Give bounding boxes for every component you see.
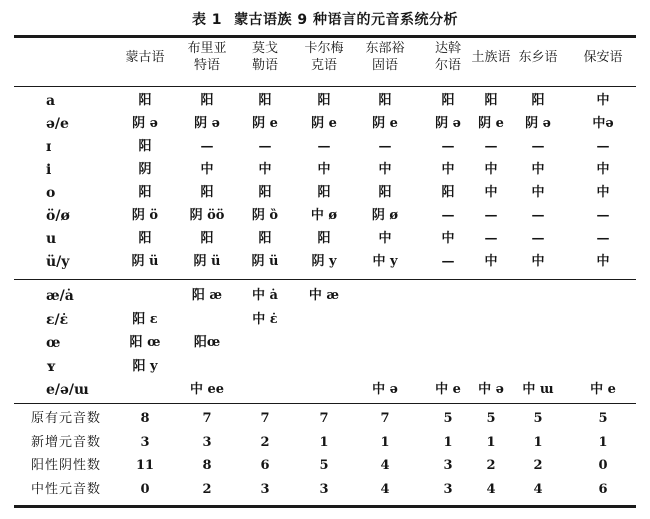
- column-header-line: 莫戈: [251, 41, 279, 56]
- column-header-line: 保安语: [583, 50, 623, 65]
- row-label: 原有元音数: [31, 411, 102, 426]
- table-cell: 中: [596, 162, 610, 177]
- table-cell: 阳: [138, 231, 152, 246]
- table-row: [0, 205, 650, 227]
- table-cell: 阳: [258, 185, 272, 200]
- table-cell: 5: [443, 411, 453, 426]
- column-header-line: 蒙古语: [125, 50, 165, 65]
- table-cell: 阴 ȍ: [251, 208, 279, 223]
- table-cell: 5: [598, 411, 608, 426]
- table-cell: —: [531, 139, 545, 154]
- table-cell: 阳: [378, 93, 392, 108]
- table-cell: 阳 y: [132, 358, 158, 374]
- table-cell: 阴: [138, 162, 152, 177]
- table-cell: 7: [380, 411, 390, 426]
- table-cell: 7: [260, 411, 270, 426]
- table-cell: 阳: [317, 185, 331, 200]
- header-rule: [14, 86, 636, 87]
- column-header-line: 固语: [371, 58, 399, 73]
- table-cell: 阳: [200, 185, 214, 200]
- table-cell: 中 æ: [308, 288, 340, 303]
- table-cell: —: [596, 231, 610, 246]
- row-label: ü/y: [46, 254, 70, 270]
- table-cell: 6: [598, 481, 608, 497]
- table-caption: 蒙古语族 9 种语言的元音系统分析: [234, 12, 459, 28]
- table-row: [0, 159, 650, 181]
- column-header-line: 卡尔梅: [304, 41, 344, 56]
- table-cell: —: [200, 139, 214, 154]
- table-cell: 3: [202, 434, 212, 450]
- table-cell: 中 ø: [310, 208, 338, 223]
- table-cell: —: [317, 139, 331, 154]
- table-cell: 5: [486, 411, 496, 426]
- table-cell: 中: [484, 185, 498, 200]
- table-cell: 阴 ø: [371, 208, 399, 223]
- table-cell: 8: [140, 411, 150, 426]
- row-label: u: [46, 231, 57, 247]
- table-cell: 3: [319, 481, 329, 497]
- table-cell: 1: [533, 434, 543, 450]
- table-cell: 1: [486, 434, 496, 450]
- table-cell: 0: [598, 458, 608, 473]
- table-cell: 1: [598, 434, 608, 450]
- column-header: [518, 49, 557, 66]
- row-label: ʏ: [46, 358, 57, 375]
- table-cell: 阳 æ: [191, 288, 223, 303]
- table-cell: 阳œ: [193, 335, 221, 350]
- table-cell: 中: [317, 162, 331, 177]
- table-cell: —: [378, 139, 392, 154]
- table-cell: 阳 ɛ: [132, 311, 158, 327]
- column-header: [187, 40, 226, 74]
- table-cell: 阳: [378, 185, 392, 200]
- row-label: 中性元音数: [31, 481, 102, 497]
- table-row: [0, 479, 650, 501]
- row-label: 阳性阴性数: [31, 458, 102, 473]
- table-row: [0, 136, 650, 158]
- table-cell: 8: [202, 458, 212, 473]
- table-cell: 7: [319, 411, 329, 426]
- table-cell: 2: [202, 481, 212, 497]
- table-cell: 2: [260, 434, 270, 450]
- table-cell: 2: [486, 458, 496, 473]
- table-cell: 中: [200, 162, 214, 177]
- table-cell: 阴 ü: [131, 254, 159, 269]
- table-cell: 中ə: [592, 116, 614, 131]
- table-cell: 中: [484, 162, 498, 177]
- table-cell: 4: [486, 481, 496, 497]
- table-cell: 阳: [258, 93, 272, 108]
- row-label: i: [46, 162, 52, 178]
- row-label: æ/ȧ: [46, 288, 74, 304]
- table-cell: 阴 ə: [435, 116, 461, 131]
- table-row: [0, 356, 650, 378]
- table-cell: 3: [140, 434, 150, 450]
- column-header-line: 布里亚: [187, 41, 227, 56]
- table-row: [0, 432, 650, 454]
- table-cell: 阴 ü: [193, 254, 221, 269]
- table-cell: 3: [443, 481, 453, 497]
- table-number: 表 1: [191, 12, 223, 28]
- column-header: [435, 40, 461, 74]
- table-cell: —: [441, 254, 455, 269]
- column-header: [252, 40, 278, 74]
- column-header: [471, 49, 510, 66]
- table-cell: 阴 ə: [525, 116, 551, 131]
- table-cell: 阳: [484, 93, 498, 108]
- table-cell: 中 y: [372, 254, 398, 269]
- table-cell: 中: [378, 231, 392, 246]
- table-cell: 中: [441, 162, 455, 177]
- table-cell: 5: [319, 458, 329, 473]
- table-cell: 0: [140, 481, 150, 497]
- table-row: [0, 251, 650, 273]
- table-row: [0, 332, 650, 354]
- table-cell: 阳: [441, 185, 455, 200]
- table-cell: 11: [135, 458, 155, 473]
- table-cell: 阳: [317, 231, 331, 246]
- column-header-line: 达斡: [434, 41, 462, 56]
- table-cell: 阳: [441, 93, 455, 108]
- table-row: [0, 408, 650, 430]
- table-cell: —: [531, 208, 545, 223]
- column-header-line: 克语: [310, 58, 338, 73]
- table-cell: —: [531, 231, 545, 246]
- section-rule-1: [14, 279, 636, 280]
- table-cell: 3: [443, 458, 453, 473]
- table-cell: 阴 y: [311, 254, 337, 269]
- table-cell: 中 ə: [372, 382, 398, 397]
- table-cell: 阳: [138, 185, 152, 200]
- table-cell: 中 e: [590, 382, 616, 397]
- table-cell: 阴 e: [478, 116, 504, 131]
- table-cell: 中: [596, 254, 610, 269]
- column-header-line: 东部裕: [365, 41, 405, 56]
- table-row: [0, 455, 650, 477]
- table-cell: 中: [531, 162, 545, 177]
- row-label: 新增元音数: [31, 434, 102, 450]
- row-label: œ: [46, 335, 61, 351]
- table-cell: 中 e: [435, 382, 461, 397]
- section-rule-2: [14, 403, 636, 404]
- table-cell: 2: [533, 458, 543, 473]
- table-cell: 阴 e: [372, 116, 398, 131]
- table-cell: —: [596, 208, 610, 223]
- table-cell: 中 ɯ: [522, 382, 554, 397]
- row-label: ɪ: [46, 139, 52, 155]
- table-cell: 4: [533, 481, 543, 497]
- table-cell: 1: [443, 434, 453, 450]
- table-cell: —: [596, 139, 610, 154]
- table-cell: 阴 öö: [189, 208, 225, 223]
- table-cell: 阳: [531, 93, 545, 108]
- table-cell: 阴 ö: [131, 208, 159, 223]
- column-header-line: 东乡语: [518, 50, 558, 65]
- table-cell: 阳 œ: [129, 335, 161, 350]
- row-label: ö/ø: [46, 208, 70, 224]
- column-header: [365, 40, 404, 74]
- table-cell: 4: [380, 481, 390, 497]
- table-row: [0, 113, 650, 135]
- table-cell: 中: [484, 254, 498, 269]
- row-label: e/ə/ɯ: [46, 382, 89, 398]
- table-cell: 阳: [317, 93, 331, 108]
- table-cell: —: [484, 139, 498, 154]
- table-cell: —: [484, 208, 498, 223]
- table-cell: 7: [202, 411, 212, 426]
- table-cell: —: [258, 139, 272, 154]
- column-header-line: 勒语: [251, 58, 279, 73]
- column-header-line: 土族语: [471, 50, 511, 65]
- table-row: [0, 90, 650, 112]
- table-cell: 3: [260, 481, 270, 497]
- column-header: [583, 49, 622, 66]
- table-cell: 中: [378, 162, 392, 177]
- row-label: o: [46, 185, 56, 201]
- table-cell: 阳: [138, 93, 152, 108]
- row-label: ə/e: [46, 116, 69, 132]
- top-rule: [14, 35, 636, 38]
- table-title: [0, 9, 650, 29]
- table-cell: 中 ə: [478, 382, 504, 397]
- table-row: [0, 228, 650, 250]
- table-cell: —: [441, 139, 455, 154]
- table-cell: 6: [260, 458, 270, 473]
- row-label: a: [46, 93, 56, 109]
- table-cell: 阴 e: [311, 116, 337, 131]
- bottom-rule: [14, 505, 636, 508]
- table-cell: 阴 ü: [251, 254, 279, 269]
- table-row: [0, 285, 650, 307]
- table-cell: 阴 e: [252, 116, 278, 131]
- table-cell: 中: [596, 185, 610, 200]
- table-cell: 阳: [258, 231, 272, 246]
- table-cell: 中: [531, 254, 545, 269]
- table-cell: 中 ee: [189, 382, 225, 397]
- row-label: ɛ/ɛ̇: [46, 311, 69, 328]
- table-cell: 中 ȧ: [252, 288, 278, 303]
- table-cell: 1: [380, 434, 390, 450]
- table-cell: 5: [533, 411, 543, 426]
- table-cell: 阴 ə: [194, 116, 220, 131]
- column-header: [125, 49, 164, 66]
- table-cell: 中: [258, 162, 272, 177]
- column-header: [304, 40, 343, 74]
- table-cell: 中: [596, 93, 610, 108]
- table-cell: 阳: [200, 93, 214, 108]
- table-row: [0, 182, 650, 204]
- table-cell: 中: [531, 185, 545, 200]
- table-row: [0, 379, 650, 401]
- table-cell: 中: [441, 231, 455, 246]
- table-row: [0, 309, 650, 331]
- table-cell: —: [441, 208, 455, 223]
- table-cell: 4: [380, 458, 390, 473]
- table-cell: 中 ɛ̇: [252, 311, 278, 327]
- column-header-line: 尔语: [434, 58, 462, 73]
- table-cell: 阳: [200, 231, 214, 246]
- table-cell: 阳: [138, 139, 152, 154]
- table-cell: 阴 ə: [132, 116, 158, 131]
- table-cell: —: [484, 231, 498, 246]
- column-header-line: 特语: [193, 58, 221, 73]
- table-cell: 1: [319, 434, 329, 450]
